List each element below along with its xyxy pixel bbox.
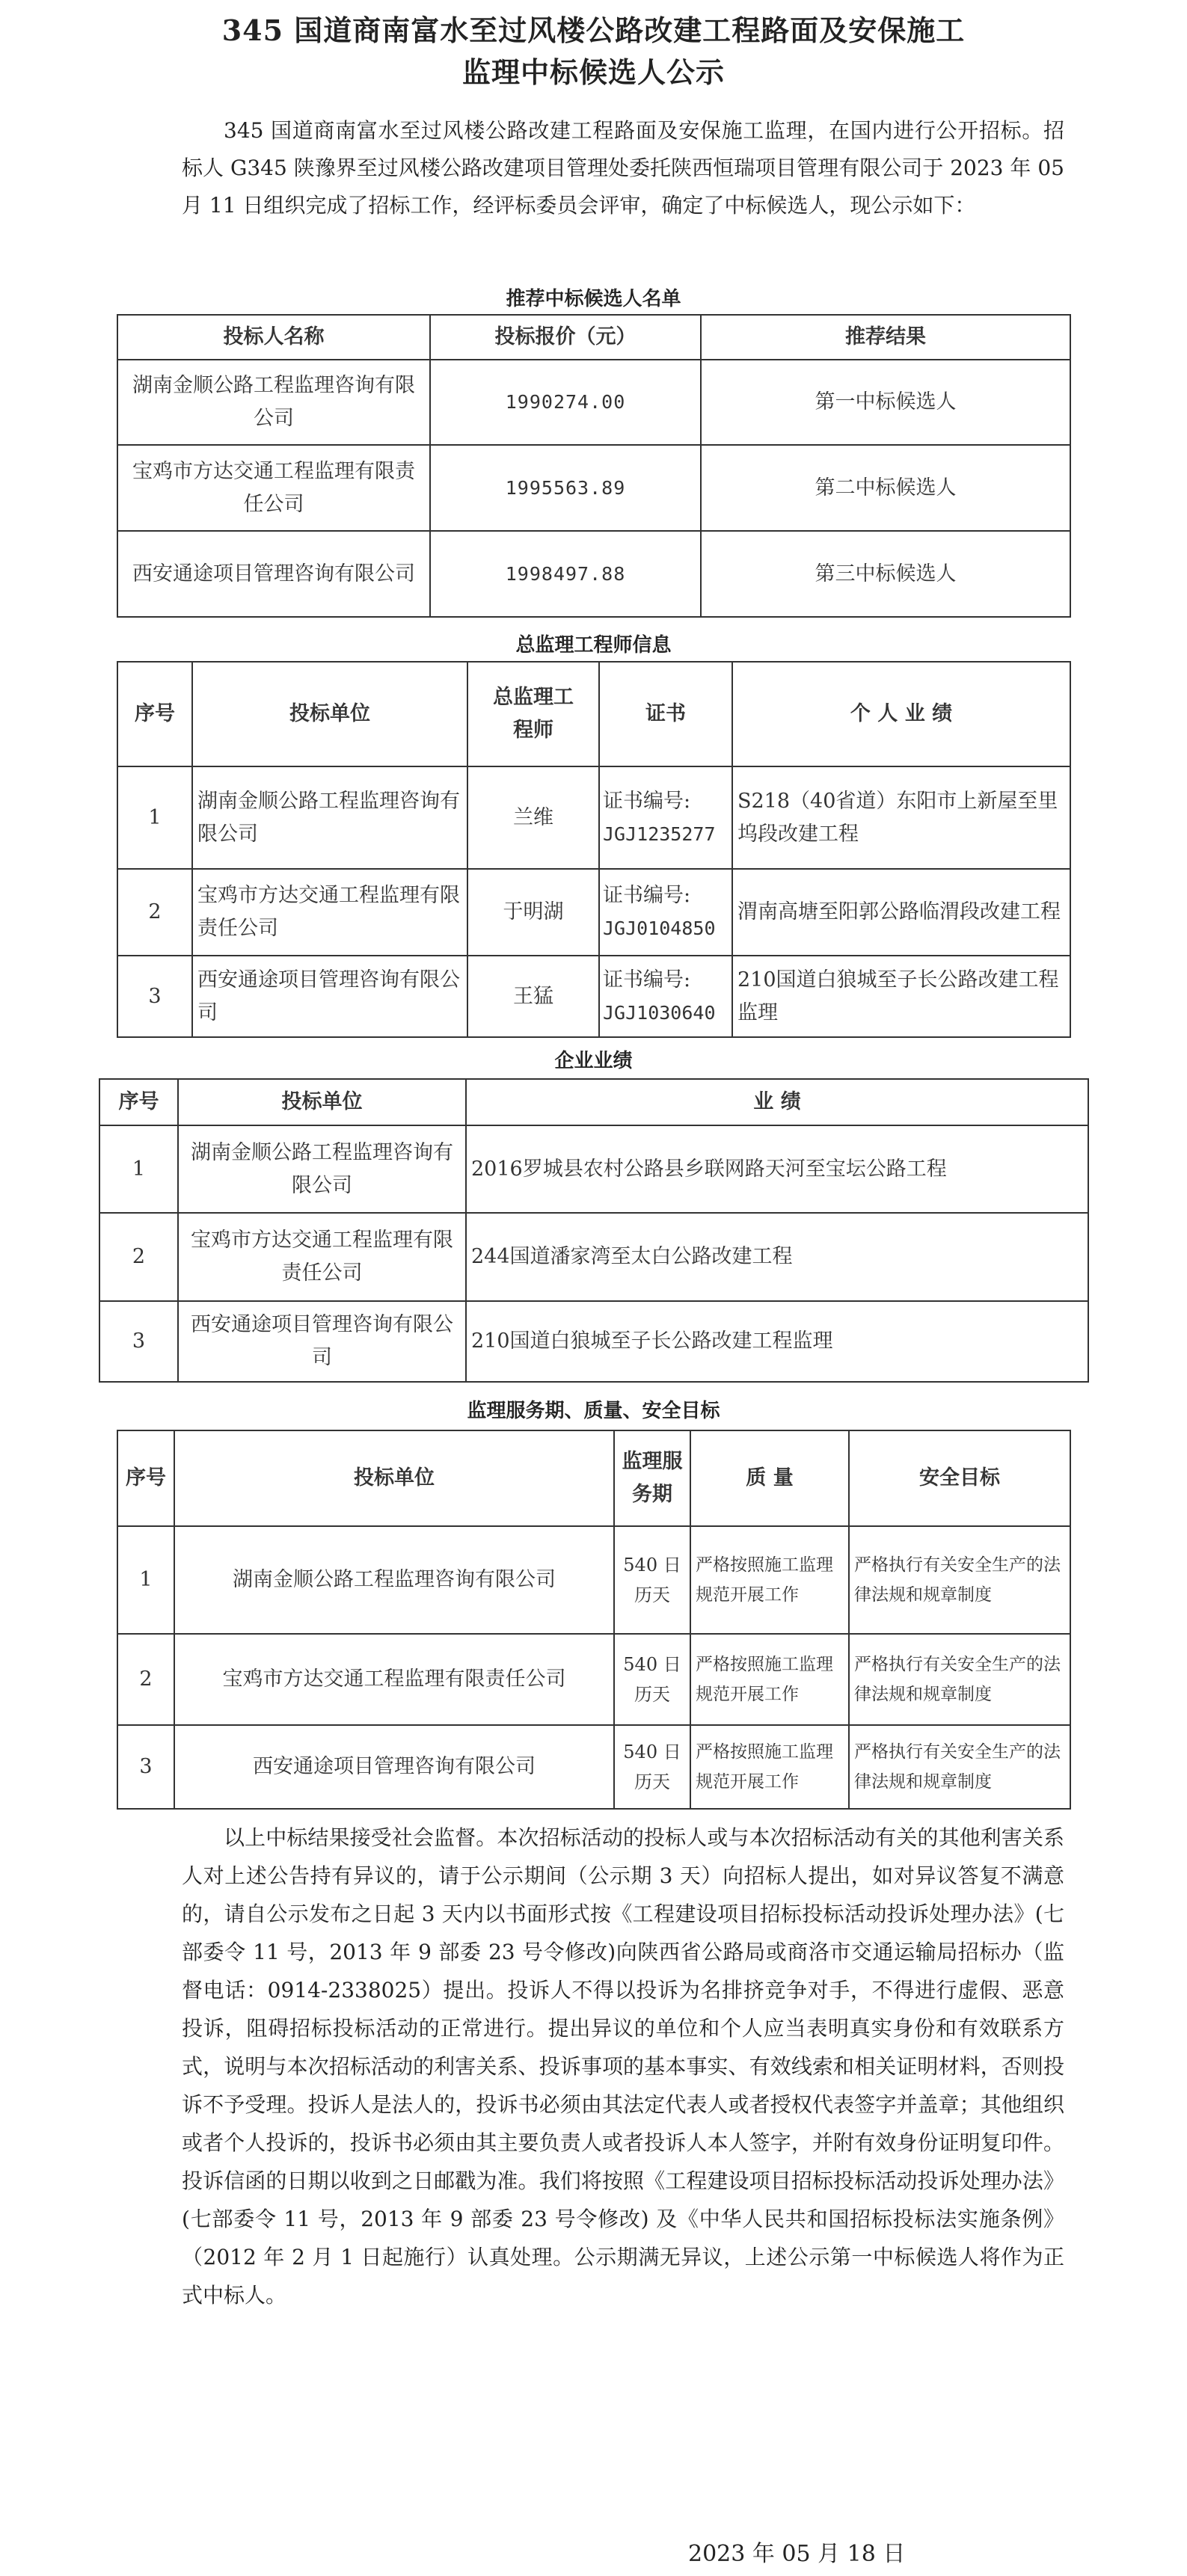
- table-header: 质 量: [690, 1430, 849, 1526]
- candidate-table: [117, 314, 1071, 618]
- table-header: 证书: [599, 662, 732, 766]
- table-header: 投标人名称: [117, 315, 430, 360]
- bidder-name: 西安通途项目管理咨询有限公司: [117, 531, 430, 617]
- service-period: 540 日历天: [614, 1725, 690, 1809]
- bidder-name: 宝鸡市方达交通工程监理有限责任公司: [174, 1634, 614, 1725]
- table-row: [117, 1526, 1070, 1634]
- table-row: [117, 445, 1070, 531]
- service-period: 540 日历天: [614, 1526, 690, 1634]
- table1-title: 推荐中标候选人名单: [506, 288, 681, 310]
- row-index: 1: [117, 1526, 174, 1634]
- table-header: 投标单位: [192, 662, 467, 766]
- recommend-result: 第一中标候选人: [701, 360, 1070, 445]
- table-header: 总监理工程师: [467, 662, 599, 766]
- table-header: 投标单位: [178, 1079, 466, 1125]
- table-header: 投标单位: [174, 1430, 614, 1526]
- certificate-cell: [599, 869, 732, 956]
- bidder-name: 湖南金顺公路工程监理咨询有限公司: [178, 1125, 466, 1213]
- table-row: [117, 1634, 1070, 1725]
- page-title-line2: 监理中标候选人公示: [461, 55, 725, 89]
- row-index: 3: [99, 1301, 178, 1382]
- bidder-name: 湖南金顺公路工程监理咨询有限公司: [117, 360, 430, 445]
- safety-target: 严格执行有关安全生产的法律法规和规章制度: [849, 1725, 1070, 1809]
- bidder-name: 宝鸡市方达交通工程监理有限责任公司: [178, 1213, 466, 1301]
- bidder-name: 宝鸡市方达交通工程监理有限责任公司: [117, 445, 430, 531]
- table-row: [117, 1725, 1070, 1809]
- enterprise-achievement: 2016罗城县农村公路县乡联网路天河至宝坛公路工程: [466, 1125, 1088, 1213]
- personal-achievement: 210国道白狼城至子长公路改建工程监理: [732, 956, 1070, 1037]
- engineer-name: 兰维: [467, 766, 599, 869]
- row-index: 3: [117, 1725, 174, 1809]
- table-row: [117, 531, 1070, 617]
- table-row: [117, 360, 1070, 445]
- table-header: 投标报价（元）: [430, 315, 701, 360]
- table-row: [99, 1125, 1088, 1213]
- table-row: [99, 1213, 1088, 1301]
- page-title-line1: 345 国道商南富水至过风楼公路改建工程路面及安保施工: [221, 13, 966, 47]
- bidder-name: 西安通途项目管理咨询有限公司: [174, 1725, 614, 1809]
- publish-date: 2023 年 05 月 18 日: [688, 2541, 906, 2567]
- table-row: [117, 766, 1070, 869]
- row-index: 2: [117, 869, 192, 956]
- table-header: 序号: [117, 662, 192, 766]
- row-index: 2: [99, 1213, 178, 1301]
- table-header: 业 绩: [466, 1079, 1088, 1125]
- quality-target: 严格按照施工监理规范开展工作: [690, 1725, 849, 1809]
- bid-price: 1995563.89: [430, 445, 701, 531]
- bidder-name: 宝鸡市方达交通工程监理有限责任公司: [192, 869, 467, 956]
- table-header: 序号: [117, 1430, 174, 1526]
- intro-paragraph: 345 国道商南富水至过风楼公路改建工程路面及安保施工监理，在国内进行公开招标。招标人 G345 陕豫界至过风楼公路改建项目管理处委托陕西恒瑞项目管理有限公司于 2023 年 05 月 11 日组织完成了招标工作，经评标委员会评审，确定了中标候选人，现公示如下：: [182, 118, 1064, 218]
- enterprise-achievement: 210国道白狼城至子长公路改建工程监理: [466, 1301, 1088, 1382]
- row-index: 1: [99, 1125, 178, 1213]
- table-header-row: [117, 315, 1070, 360]
- table-header-row: [117, 1430, 1070, 1526]
- certificate-number: JGJ1030640: [603, 1001, 716, 1024]
- closing-paragraph: 以上中标结果接受社会监督。本次招标活动的投标人或与本次招标活动有关的其他利害关系人对上述公告持有异议的，请于公示期间（公示期 3 天）向招标人提出，如对异议答复不满意的，请自公示发布之日起 3 天内以书面形式按《工程建设项目招标投标活动投诉处理办法》(七部委令 11 号，2013 年 9 部委 23 号令修改)向陕西省公路局或商洛市交通运输局招标办（监督电话：0914-2338025）提出。投诉人不得以投诉为名排挤竞争对手，不得进行虚假、恶意投诉，阻碍招标投标活动的正常进行。提出异议的单位和个人应当表明真实身份和有效联系方式，说明与本次招标活动的利害关系、投诉事项的基本事实、有效线索和相关证明材料，否则投诉不予受理。投诉人是法人的，投诉书必须由其法定代表人或者授权代表签字并盖章；其他组织或者个人投诉的，投诉书必须由其主要负责人或者投诉人本人签字，并附有效身份证明复印件。投诉信函的日期以收到之日邮戳为准。我们将按照《工程建设项目招标投标活动投诉处理办法》(七部委令 11 号，2013 年 9 部委 23 号令修改) 及《中华人民共和国招标投标法实施条例》（2012 年 2 月 1 日起施行）认真处理。公示期满无异议，上述公示第一中标候选人将作为正式中标人。: [182, 1825, 1064, 2308]
- table-header: 推荐结果: [701, 315, 1070, 360]
- bidder-name: 西安通途项目管理咨询有限公司: [178, 1301, 466, 1382]
- certificate-label: 证书编号:: [603, 884, 691, 907]
- certificate-cell: [599, 956, 732, 1037]
- table2-title: 总监理工程师信息: [515, 634, 672, 657]
- table-row: [117, 869, 1070, 956]
- certificate-number: JGJ0104850: [603, 917, 716, 939]
- bidder-name: 湖南金顺公路工程监理咨询有限公司: [174, 1526, 614, 1634]
- table-header: 序号: [99, 1079, 178, 1125]
- certificate-cell: [599, 766, 732, 869]
- row-index: 2: [117, 1634, 174, 1725]
- engineer-name: 王猛: [467, 956, 599, 1037]
- table-header: 安全目标: [849, 1430, 1070, 1526]
- table-header-row: [117, 662, 1070, 766]
- table3-title: 企业业绩: [554, 1050, 633, 1072]
- certificate-label: 证书编号:: [603, 968, 691, 992]
- quality-target: 严格按照施工监理规范开展工作: [690, 1634, 849, 1725]
- row-index: 3: [117, 956, 192, 1037]
- service-period: 540 日历天: [614, 1634, 690, 1725]
- chief-engineer-table: [117, 661, 1071, 1038]
- table-row: [117, 956, 1070, 1037]
- enterprise-achievement-table: [99, 1078, 1089, 1383]
- table-header: 监理服务期: [614, 1430, 690, 1526]
- table-header-row: [99, 1079, 1088, 1125]
- recommend-result: 第三中标候选人: [701, 531, 1070, 617]
- row-index: 1: [117, 766, 192, 869]
- bid-price: 1998497.88: [430, 531, 701, 617]
- personal-achievement: S218（40省道）东阳市上新屋至里坞段改建工程: [732, 766, 1070, 869]
- table-row: [99, 1301, 1088, 1382]
- bid-price: 1990274.00: [430, 360, 701, 445]
- engineer-name: 于明湖: [467, 869, 599, 956]
- table4-title: 监理服务期、质量、安全目标: [467, 1400, 720, 1422]
- bidder-name: 西安通途项目管理咨询有限公司: [192, 956, 467, 1037]
- quality-target: 严格按照施工监理规范开展工作: [690, 1526, 849, 1634]
- recommend-result: 第二中标候选人: [701, 445, 1070, 531]
- certificate-label: 证书编号:: [603, 789, 691, 813]
- bidder-name: 湖南金顺公路工程监理咨询有限公司: [192, 766, 467, 869]
- safety-target: 严格执行有关安全生产的法律法规和规章制度: [849, 1634, 1070, 1725]
- service-period-table: [117, 1430, 1071, 1810]
- certificate-number: JGJ1235277: [603, 823, 716, 845]
- table-header: 个 人 业 绩: [732, 662, 1070, 766]
- enterprise-achievement: 244国道潘家湾至太白公路改建工程: [466, 1213, 1088, 1301]
- safety-target: 严格执行有关安全生产的法律法规和规章制度: [849, 1526, 1070, 1634]
- personal-achievement: 渭南高塘至阳郭公路临渭段改建工程: [732, 869, 1070, 956]
